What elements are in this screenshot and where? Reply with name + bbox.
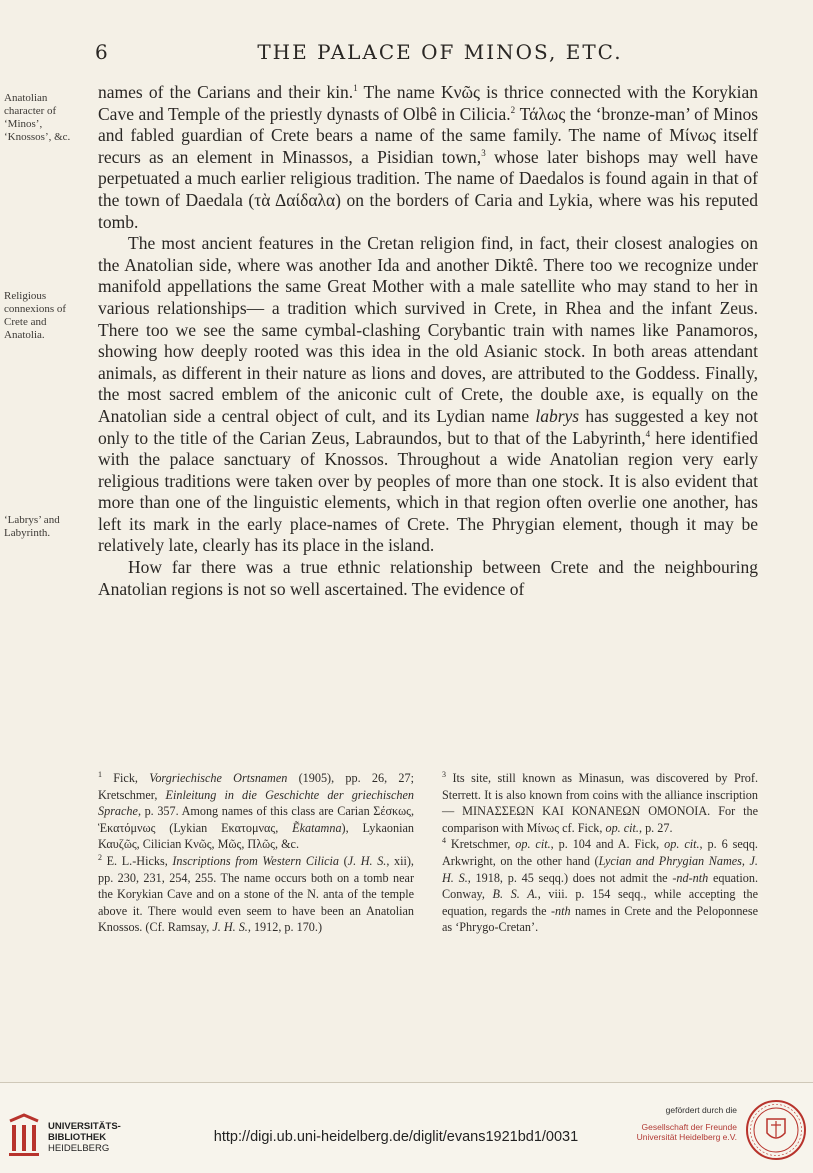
library-name: UNIVERSITÄTS- BIBLIOTHEK HEIDELBERG [48, 1121, 121, 1154]
footnote-ref-3[interactable]: 3 [481, 147, 486, 158]
body-text [98, 82, 758, 600]
footnote-1: $^1$ Fick, Vorgriechische Ortsnamen (1905), pp. 26, 27; Kretschmer, Einleitung in die Geschichte der griechischen Sprache, p. 357. Among names of this class are Carian Σέσκως, Ἑκατόμνως (Lykian Εκατομνας, Ẽkatamna), Lykaonian Καυζῶς, Cilician Κνῶς, Μῶς, Πλῶς, &c. [98, 770, 414, 852]
university-seal-icon [745, 1099, 807, 1161]
digitization-footer [0, 1082, 813, 1173]
margin-note-minos: Anatolian character of ‘Minos’, ‘Knossos’, &c. [4, 92, 71, 143]
footnote-ref-2[interactable]: 2 [510, 104, 516, 115]
footnote-ref-1[interactable]: 1 [353, 83, 358, 93]
page-title: THE PALACE OF MINOS, ETC. [257, 40, 623, 64]
paragraph-3: How far there was a true ethnic relationship between Crete and the neighbouring Anatolian regions is not so well ascertained. The evidence of [98, 557, 758, 599]
footnote-3: $^3$ Its site, still known as Minasun, was discovered by Prof. Sterrett. It is also known from coins with the alliance inscription— ΜΙΝΑΣΣΕΩΝ ΚΑΙ ΚΟΝΑΝΕΩΝ ΟΜΟΝΟΙΑ. For the comparison with Μίνως cf. Fick, op. cit., p. 27. [442, 770, 758, 835]
footnote-column-right [442, 770, 758, 936]
library-logo-icon [6, 1113, 42, 1159]
footnote-4: $^4$ Kretschmer, op. cit., p. 104 and A. Fick, op. cit., p. 6 seqq. Arkwright, on the other hand (Lycian and Phrygian Names, J. H. S., 1918, p. 45 seqq.) does not admit the -nd-nth equation. Conway, B. S. A., viii. p. 154 seqq., while accepting the equation, regards the -nth names in Crete and the Peloponnese as ‘Phrygo-Cretan’. [442, 836, 759, 935]
footnotes [98, 770, 758, 1050]
digitization-url-link[interactable]: http://digi.ub.uni-heidelberg.de/diglit/evans1921bd1/0031 [213, 1129, 579, 1145]
margin-note-labrys: ‘Labrys’ and Labyrinth. [4, 514, 60, 539]
paragraph-1: names of the Carians and their kin.$^1$ The name Κνῶς is thrice connected with the Korykian Cave and Temple of the priestly dynasts of Olbê in Cilicia.$^2$ Τάλως the ‘bronze-man’ of Minos and fabled guardian of Crete bears a name of the same family. The name of Μίνως itself recurs as an element in Minassos, a Pisidian town,$^3$ whose later bishops may well have perpetuated a much earlier religious tradition. The name of Daedalos is found again in that of the town of Daedala (τὰ Δαίδαλα) on the borders of Caria and Lykia, where was his reputed tomb. [98, 82, 758, 232]
footnote-2: $^2$ E. L.-Hicks, Inscriptions from Western Cilicia (J. H. S., xii), pp. 230, 231, 254, 255. The name occurs both on a tomb near the Korykian Cave and on a stone of the N. anta of the temple above it. There would even seem to have been an Anatolian Knossos. (Cf. Ramsay, J. H. S., 1912, p. 170.) [98, 852, 414, 935]
footnote-column-left [98, 770, 414, 936]
running-head [0, 40, 813, 66]
paragraph-2: The most ancient features in the Cretan religion find, in fact, their closest analogies on the Anatolian side, where was another Ida and another Diktê. There too we recognize under manifold appellations the same Great Mother with a male satellite who may stand to her in various relationships— a tradition which survived in Crete, in Rhea and the infant Zeus. There too we see the same cymbal-clashing Corybantic train with names like Panamoros, showing how deeply rooted was this idea in the old Asianic stock. In both areas attendant animals, as different in their nature as lions and doves, are attributed to the Goddess. Finally, the most sacred emblem of the aniconic cult of Crete, the double axe, is equally on the Anatolian side a central object of cult, and its Lydian name labrys has suggested a key not only to the title of the Carian Zeus, Labraundos, but to that of the Labyrinth,$^4$ here identified with the palace sanctuary of Knossos. Throughout a wide Anatolian region very early religious traditions were taken over by peoples of more than one stock. It is also evident that more than one of the linguistic elements, which in that region often overlie one another, has left its mark in the early place-names of Crete. The Phrygian element, though it may be relatively late, clearly has its place in the island. [98, 233, 758, 556]
margin-note-religious: Religious connexions of Crete and Anatolia. [4, 290, 67, 341]
page-number: 6 [95, 40, 108, 64]
footnote-ref-4[interactable]: 4 [645, 428, 651, 439]
sponsor-text: gefördert durch die Gesellschaft der Freunde Universität Heidelberg e.V. [636, 1105, 737, 1142]
